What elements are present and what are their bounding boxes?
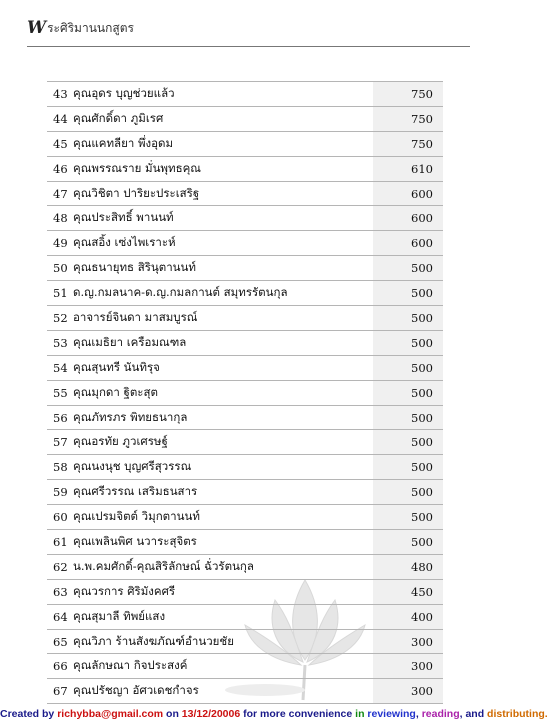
donor-name: คุณวิภา ร้านสังฆภัณฑ์อำนวยชัย [73,629,373,654]
donor-name: คุณวรการ ศิริมังคศรี [73,579,373,604]
donor-amount: 600 [373,206,443,231]
donor-number: 47 [47,181,73,206]
donor-amount: 500 [373,256,443,281]
donor-number: 67 [47,679,73,704]
donor-name: คุณแคทลียา พึ่งอุดม [73,131,373,156]
donor-amount: 500 [373,530,443,555]
book-title: ระศิริมานนกสูตร [47,20,134,35]
donor-number: 43 [47,82,73,107]
footer-comma-1: , [415,708,422,720]
donor-number: 65 [47,629,73,654]
donor-amount: 300 [373,654,443,679]
footer-on: on [163,708,182,720]
donor-name: คุณธนายุทธ สิรินุตานนท์ [73,256,373,281]
donor-amount: 500 [373,355,443,380]
donor-row [47,330,443,355]
donor-name: ด.ญ.กมลนาค-ด.ญ.กมลกานต์ สมุทรรัตนกุล [73,281,373,306]
donor-amount: 600 [373,231,443,256]
donor-name: คุณวิชิตา ปาริยะประเสริฐ [73,181,373,206]
footer-created-by: Created by [0,708,58,720]
donor-amount: 300 [373,679,443,704]
donor-row [47,679,443,704]
donor-row [47,131,443,156]
donor-amount: 500 [373,480,443,505]
donor-row [47,579,443,604]
donor-number: 51 [47,281,73,306]
donor-amount: 750 [373,131,443,156]
donor-number: 46 [47,156,73,181]
donor-name: คุณเมธิยา เครือมณฑล [73,330,373,355]
donor-amount: 480 [373,554,443,579]
donor-number: 63 [47,579,73,604]
donor-number: 54 [47,355,73,380]
donor-name: คุณสุมาลี ทิพย์แสง [73,604,373,629]
donor-name: คุณอรทัย ภูวเศรษฐ์ [73,430,373,455]
donor-number: 66 [47,654,73,679]
donor-row [47,430,443,455]
donor-number: 58 [47,455,73,480]
footer-credit [0,708,548,720]
donor-row [47,355,443,380]
donor-number: 61 [47,530,73,555]
donor-amount: 400 [373,604,443,629]
donor-amount: 500 [373,306,443,331]
donor-number: 57 [47,430,73,455]
donor-name: คุณประสิทธิ์ พานนท์ [73,206,373,231]
donor-number: 49 [47,231,73,256]
donor-name: น.พ.คมศักดิ์-คุณสิริลักษณ์ ฉั่วรัตนกุล [73,554,373,579]
donor-name: คุณศักดิ์ดา ภูมิเรศ [73,106,373,131]
footer-reading: reading [421,708,460,720]
donor-number: 59 [47,480,73,505]
book-logo: W [27,18,45,38]
donor-row [47,256,443,281]
donor-name: คุณสอิ้ง เซ่งไพเราะห์ [73,231,373,256]
donor-row [47,281,443,306]
donor-number: 55 [47,380,73,405]
donor-row [47,480,443,505]
donor-number: 50 [47,256,73,281]
donor-name: คุณนงนุช บุญศรีสุวรรณ [73,455,373,480]
donor-row [47,405,443,430]
donor-row [47,206,443,231]
donor-amount: 750 [373,106,443,131]
donor-number: 48 [47,206,73,231]
donor-number: 56 [47,405,73,430]
footer-reviewing: reviewing [367,708,416,720]
donor-row [47,156,443,181]
donor-name: คุณศรีวรรณ เสริมธนสาร [73,480,373,505]
donor-amount: 500 [373,430,443,455]
footer-for-more: for more convenience [240,708,356,720]
donor-amount: 500 [373,281,443,306]
donor-amount: 500 [373,405,443,430]
footer-date: 13/12/20006 [181,708,241,720]
donor-amount: 450 [373,579,443,604]
donor-row [47,106,443,131]
donor-row [47,380,443,405]
donor-number: 64 [47,604,73,629]
page-header [27,18,134,38]
donor-name: คุณเพลินพิศ นวาระสุจิตร [73,530,373,555]
donor-name: คุณลักษณา กิจประสงค์ [73,654,373,679]
donor-row [47,654,443,679]
header-rule [27,46,470,47]
donor-name: คุณเปรมจิตต์ วิมุกตานนท์ [73,505,373,530]
donor-name: คุณอุดร บุญช่วยแล้ว [73,82,373,107]
donor-number: 53 [47,330,73,355]
donor-row [47,554,443,579]
donor-row [47,604,443,629]
donor-number: 62 [47,554,73,579]
donor-number: 52 [47,306,73,331]
donor-amount: 500 [373,505,443,530]
footer-email[interactable]: richybba@gmail.com [57,708,164,720]
donor-name: คุณปรัชญา อัศวเดชกำจร [73,679,373,704]
donor-row [47,181,443,206]
donor-row [47,231,443,256]
donor-amount: 750 [373,82,443,107]
donor-name: คุณสุนทรี นันทิรุจ [73,355,373,380]
donor-number: 45 [47,131,73,156]
donor-number: 44 [47,106,73,131]
donor-table [47,81,443,704]
donor-name: คุณมุกดา ฐิตะสุต [73,380,373,405]
footer-in: in [355,708,368,720]
donor-number: 60 [47,505,73,530]
donor-row [47,82,443,107]
donor-row [47,530,443,555]
footer-comma-2: , and [459,708,488,720]
donor-amount: 500 [373,380,443,405]
donor-row [47,629,443,654]
footer-distributing: distributing. [487,708,548,720]
donor-name: คุณภัทรภร พิทยธนากุล [73,405,373,430]
donor-row [47,306,443,331]
donor-row [47,505,443,530]
donor-amount: 300 [373,629,443,654]
donor-amount: 500 [373,455,443,480]
donor-amount: 600 [373,181,443,206]
donor-amount: 500 [373,330,443,355]
donor-amount: 610 [373,156,443,181]
donor-name: อาจารย์จินดา มาสมบูรณ์ [73,306,373,331]
donor-row [47,455,443,480]
donor-name: คุณพรรณราย มั่นพุทธคุณ [73,156,373,181]
